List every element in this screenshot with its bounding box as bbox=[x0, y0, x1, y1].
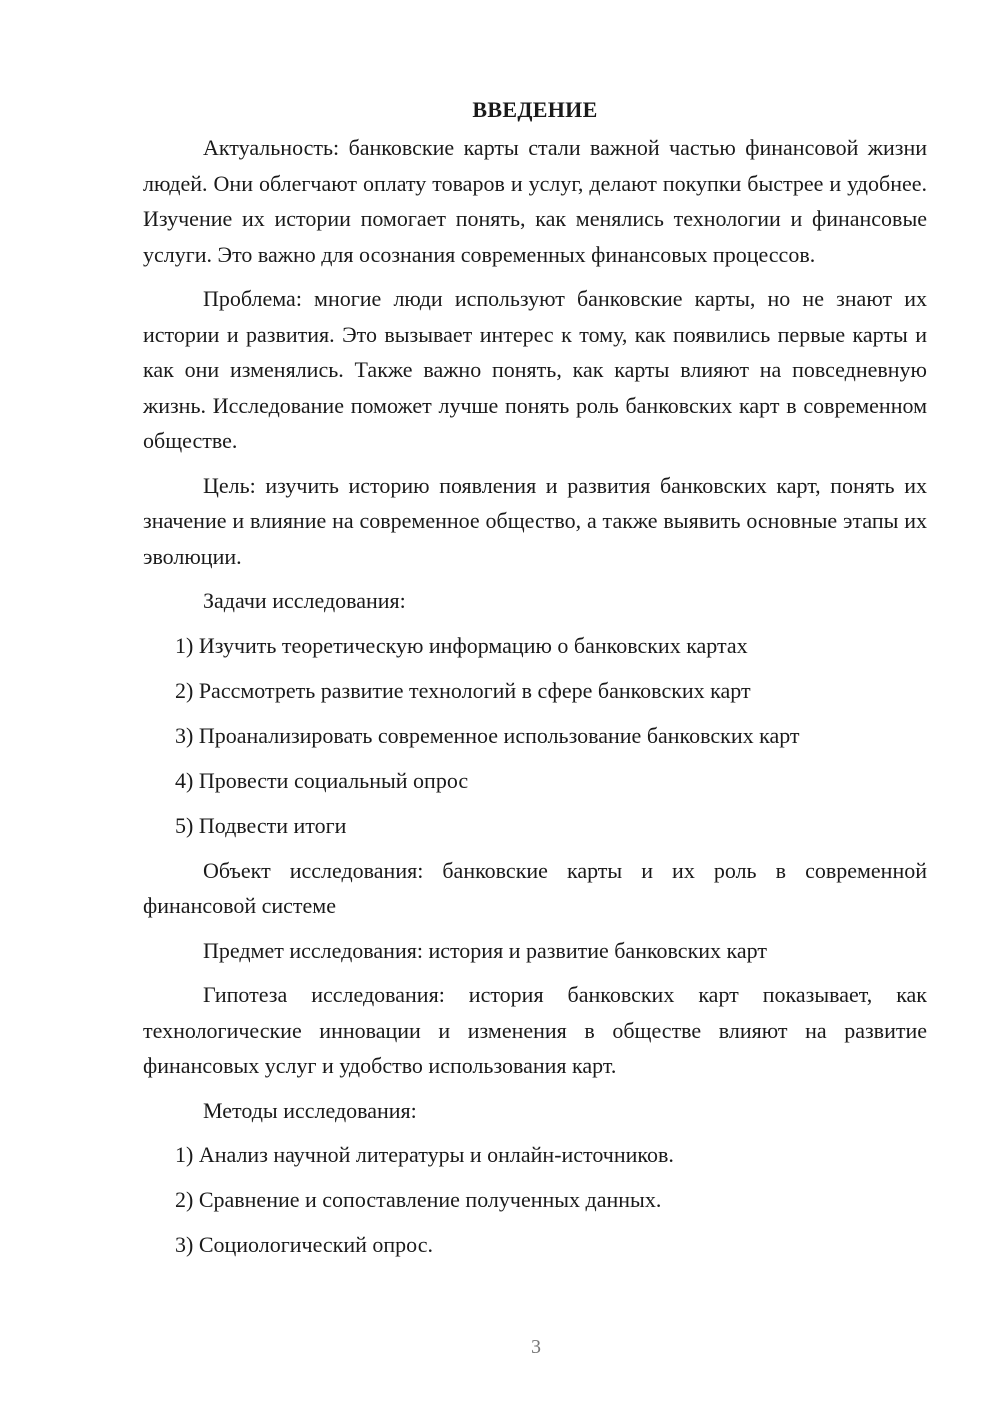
problem-paragraph: Проблема: многие люди используют банковские карты, но не знают их истории и развития. Это вызывает интерес к тому, как появились первые карты и как они изменялись. Также важно понять, как карты влияют на повседневную жизнь. Исследование поможет лучше понять роль банковских карт в современном обществе. bbox=[143, 286, 927, 453]
list-item: 2) Рассмотреть развитие технологий в сфере банковских карт bbox=[175, 677, 751, 703]
section-heading: ВВЕДЕНИЕ bbox=[472, 97, 598, 122]
page-content bbox=[143, 94, 927, 1272]
list-item: 5) Подвести итоги bbox=[175, 812, 347, 838]
tasks-title: Задачи исследования: bbox=[203, 588, 406, 613]
list-item: 1) Изучить теоретическую информацию о банковских картах bbox=[175, 632, 748, 658]
relevance-paragraph: Актуальность: банковские карты стали важной частью финансовой жизни людей. Они облегчают оплату товаров и услуг, делают покупки быстрее и удобнее. Изучение их истории помогает понять, как менялись технологии и финансовые услуги. Это важно для осознания современных финансовых процессов. bbox=[143, 135, 927, 267]
list-item: 3) Проанализировать современное использование банковских карт bbox=[175, 722, 800, 748]
list-item: 4) Провести социальный опрос bbox=[175, 767, 469, 793]
list-item: 3) Социологический опрос. bbox=[175, 1232, 433, 1257]
methods-title: Методы исследования: bbox=[203, 1097, 417, 1123]
hypothesis-paragraph: Гипотеза исследования: история банковских карт показывает, как технологические инновации и изменения в обществе влияют на развитие финансовых услуг и удобство использования карт. bbox=[143, 982, 927, 1078]
list-item: 1) Анализ научной литературы и онлайн-источников. bbox=[175, 1142, 674, 1167]
page-number: 3 bbox=[531, 1336, 541, 1358]
subject-paragraph: Предмет исследования: история и развитие банковских карт bbox=[203, 937, 767, 963]
goal-paragraph: Цель: изучить историю появления и развития банковских карт, понять их значение и влияние на современное общество, а также выявить основные этапы их эволюции. bbox=[143, 472, 927, 569]
methods-list bbox=[143, 1137, 927, 1263]
tasks-list bbox=[143, 628, 927, 844]
list-item: 2) Сравнение и сопоставление полученных данных. bbox=[175, 1187, 662, 1212]
object-paragraph: Объект исследования: банковские карты и их роль в современной финансовой системе bbox=[143, 857, 927, 918]
